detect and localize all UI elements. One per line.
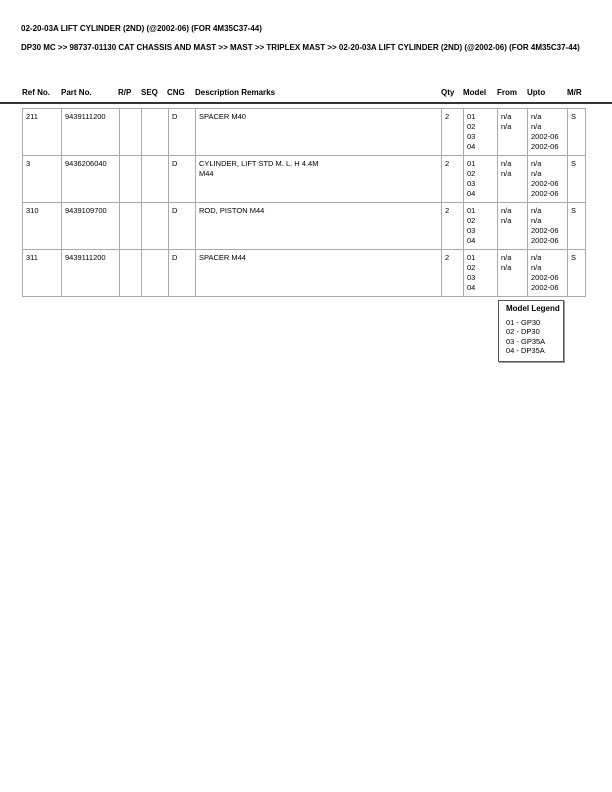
parts-table [22, 108, 586, 297]
header-mr: M/R [567, 88, 582, 97]
upto-line: n/a [531, 206, 542, 215]
cell-seq [142, 250, 169, 297]
desc-line: M44 [199, 169, 214, 178]
model-line: 04 [467, 189, 476, 198]
upto-line: 2002-06 [531, 179, 559, 188]
header-divider [0, 102, 612, 104]
legend-item: 01 - GP30 [506, 317, 541, 327]
model-line: 03 [467, 132, 476, 141]
upto-line: 2002-06 [531, 132, 559, 141]
cell-desc [196, 156, 442, 203]
cell-upto [528, 156, 568, 203]
cell-upto [528, 250, 568, 297]
upto-line: n/a [531, 216, 542, 225]
header-cng: CNG [167, 88, 185, 97]
cell-desc [196, 109, 442, 156]
model-line: 03 [467, 179, 476, 188]
upto-line: n/a [531, 253, 542, 262]
cell-rp [120, 109, 142, 156]
cell-seq [142, 109, 169, 156]
model-line: 04 [467, 283, 476, 292]
model-line: 01 [467, 159, 476, 168]
cell-from [498, 156, 528, 203]
model-line: 03 [467, 226, 476, 235]
cell-rp [120, 156, 142, 203]
cell-cng: D [169, 250, 196, 297]
desc-line: SPACER M44 [199, 253, 246, 262]
page-title: 02-20-03A LIFT CYLINDER (2ND) (@2002-06) (FOR 4M35C37-44) [21, 24, 262, 33]
table-row [23, 109, 586, 156]
from-line: n/a [501, 159, 512, 168]
cell-ref: 211 [23, 109, 62, 156]
model-legend [498, 300, 564, 362]
upto-line: n/a [531, 122, 542, 131]
cell-from [498, 203, 528, 250]
cell-ref: 310 [23, 203, 62, 250]
model-line: 03 [467, 273, 476, 282]
cell-cng: D [169, 203, 196, 250]
from-line: n/a [501, 253, 512, 262]
cell-upto [528, 203, 568, 250]
cell-qty: 2 [442, 109, 464, 156]
legend-item: 02 - DP30 [506, 327, 540, 336]
upto-line: 2002-06 [531, 189, 559, 198]
model-line: 04 [467, 142, 476, 151]
legend-item: 04 - DP35A [506, 346, 545, 355]
upto-line: n/a [531, 263, 542, 272]
cell-model [464, 109, 498, 156]
table-row [23, 156, 586, 203]
upto-line: 2002-06 [531, 236, 559, 245]
model-line: 02 [467, 216, 476, 225]
cell-part: 9439109700 [62, 203, 120, 250]
cell-cng: D [169, 109, 196, 156]
header-seq: SEQ [141, 88, 158, 97]
cell-from [498, 250, 528, 297]
model-line: 02 [467, 169, 476, 178]
cell-seq [142, 156, 169, 203]
from-line: n/a [501, 122, 512, 131]
from-line: n/a [501, 263, 512, 272]
cell-rp [120, 203, 142, 250]
upto-line: 2002-06 [531, 142, 559, 151]
header-desc: Description Remarks [195, 88, 276, 97]
from-line: n/a [501, 206, 512, 215]
cell-rp [120, 250, 142, 297]
desc-line: ROD, PISTON M44 [199, 206, 265, 215]
cell-model [464, 156, 498, 203]
cell-seq [142, 203, 169, 250]
model-line: 01 [467, 253, 476, 262]
cell-model [464, 203, 498, 250]
cell-ref: 3 [23, 156, 62, 203]
cell-ref: 311 [23, 250, 62, 297]
cell-mr: S [568, 109, 586, 156]
cell-mr: S [568, 203, 586, 250]
from-line: n/a [501, 112, 512, 121]
legend-title: Model Legend [506, 304, 560, 313]
cell-model [464, 250, 498, 297]
table-row [23, 250, 586, 297]
cell-mr: S [568, 156, 586, 203]
breadcrumb: DP30 MC >> 98737-01130 CAT CHASSIS AND MAST >> MAST >> TRIPLEX MAST >> 02-20-03A LIFT CYLINDER (2ND) (@2002-06) (FOR 4M35C37-44) [21, 43, 580, 52]
cell-mr: S [568, 250, 586, 297]
cell-desc [196, 203, 442, 250]
header-qty: Qty [441, 88, 455, 97]
cell-cng: D [169, 156, 196, 203]
header-ref: Ref No. [22, 88, 50, 97]
from-line: n/a [501, 216, 512, 225]
cell-qty: 2 [442, 203, 464, 250]
cell-desc [196, 250, 442, 297]
from-line: n/a [501, 169, 512, 178]
upto-line: n/a [531, 159, 542, 168]
table-row [23, 203, 586, 250]
cell-part: 9439111200 [62, 250, 120, 297]
cell-qty: 2 [442, 156, 464, 203]
upto-line: 2002-06 [531, 226, 559, 235]
header-upto: Upto [527, 88, 546, 97]
upto-line: n/a [531, 169, 542, 178]
header-model: Model [463, 88, 487, 97]
cell-part: 9436206040 [62, 156, 120, 203]
upto-line: 2002-06 [531, 283, 559, 292]
model-line: 01 [467, 112, 476, 121]
upto-line: 2002-06 [531, 273, 559, 282]
model-line: 02 [467, 263, 476, 272]
header-rp: R/P [118, 88, 132, 97]
cell-part: 9439111200 [62, 109, 120, 156]
model-line: 04 [467, 236, 476, 245]
model-line: 02 [467, 122, 476, 131]
model-line: 01 [467, 206, 476, 215]
legend-item: 03 - GP35A [506, 336, 546, 346]
cell-from [498, 109, 528, 156]
header-part: Part No. [61, 88, 92, 97]
header-from: From [497, 88, 517, 97]
desc-line: CYLINDER, LIFT STD M. L. H 4.4M [199, 159, 319, 168]
cell-qty: 2 [442, 250, 464, 297]
desc-line: SPACER M40 [199, 112, 246, 121]
upto-line: n/a [531, 112, 542, 121]
cell-upto [528, 109, 568, 156]
